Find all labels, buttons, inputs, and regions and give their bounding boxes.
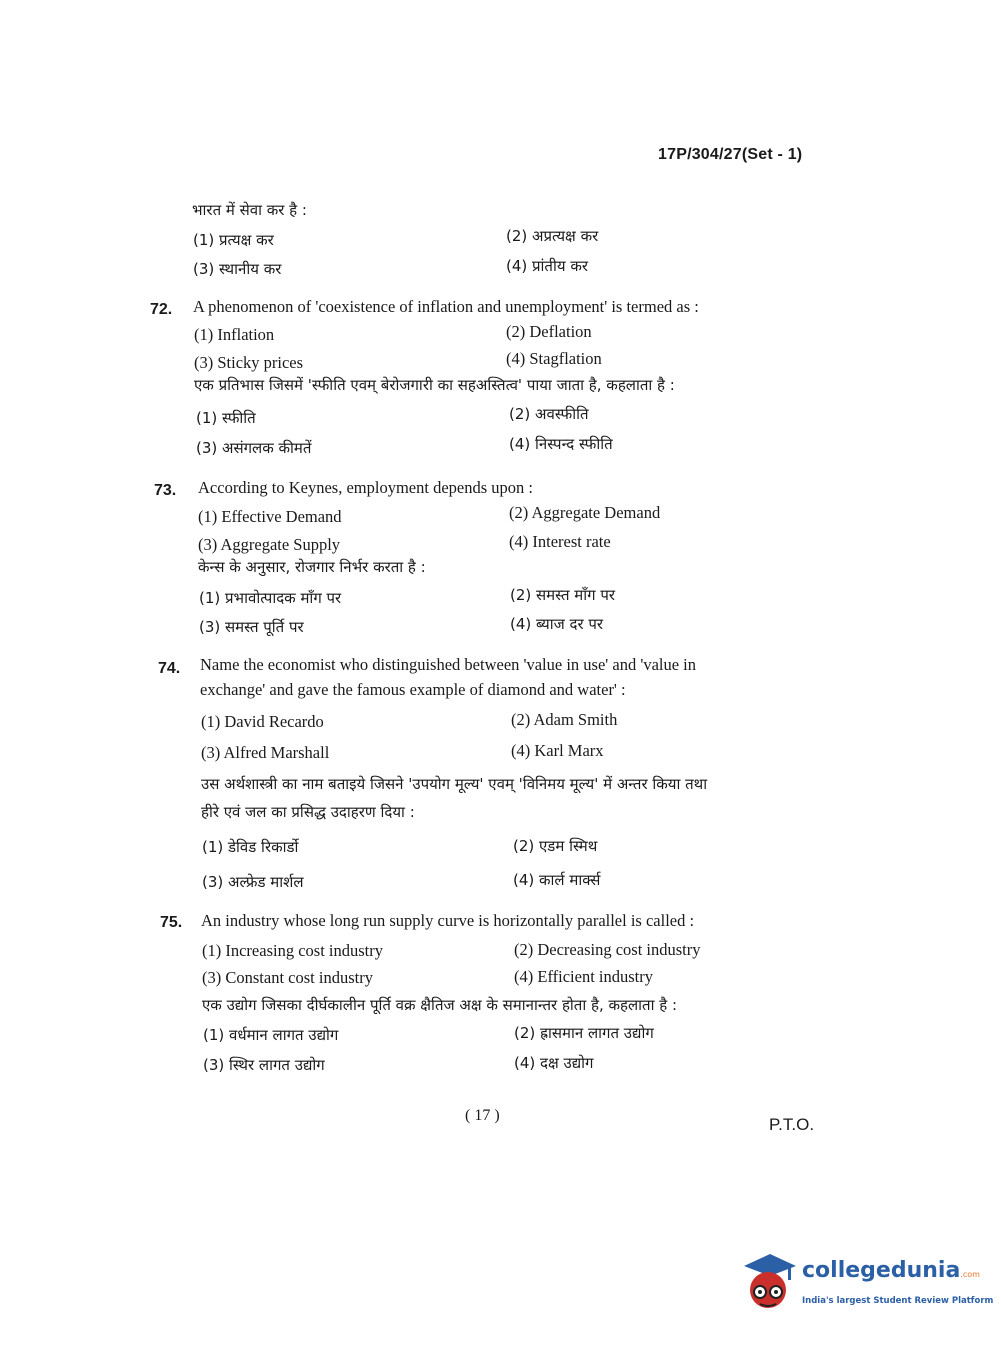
q75-hindi-option-4: (4) दक्ष उद्योग <box>514 1054 594 1072</box>
q71-hindi-text: भारत में सेवा कर है : <box>192 201 307 219</box>
q75-hindi-option-1: (1) वर्धमान लागत उद्योग <box>203 1026 339 1044</box>
logo-tagline: India's largest Student Review Platform <box>802 1296 994 1306</box>
q75-number: 75. <box>160 914 183 931</box>
q73-english-text: According to Keynes, employment depends upon : <box>198 478 533 497</box>
q74-hindi-option-3: (3) अल्फ्रेड मार्शल <box>202 873 304 891</box>
q74-english-option-3: (3) Alfred Marshall <box>201 743 330 762</box>
q71-hindi-option-4: (4) प्रांतीय कर <box>506 257 588 275</box>
q72-english-text: A phenomenon of 'coexistence of inflation and unemployment' is termed as : <box>193 297 699 316</box>
q71-hindi-option-1: (1) प्रत्यक्ष कर <box>193 231 274 249</box>
q75-english-option-3: (3) Constant cost industry <box>202 968 373 987</box>
q75-english-text: An industry whose long run supply curve is horizontally parallel is called : <box>201 911 695 930</box>
q72-english-option-4: (4) Stagflation <box>506 349 602 368</box>
q75-hindi-text: एक उद्योग जिसका दीर्घकालीन पूर्ति वक्र क्षैतिज अक्ष के समानान्तर होता है, कहलाता है : <box>202 996 678 1014</box>
page-number: ( 17 ) <box>465 1107 500 1124</box>
q73-number: 73. <box>154 482 177 499</box>
logo-brand-suffix: .com <box>960 1270 980 1279</box>
q74-hindi-option-1: (1) डेविड रिकार्डो <box>202 838 299 856</box>
q74-english-option-2: (2) Adam Smith <box>511 710 618 729</box>
q74-hindi-option-4: (4) कार्ल मार्क्स <box>513 871 601 889</box>
q73-english-option-4: (4) Interest rate <box>509 532 611 551</box>
q75-english-option-1: (1) Increasing cost industry <box>202 941 383 960</box>
q71-hindi-option-2: (2) अप्रत्यक्ष कर <box>506 227 599 245</box>
q73-hindi-option-1: (1) प्रभावोत्पादक माँग पर <box>199 589 342 607</box>
q74-hindi-text-line-2: हीरे एवं जल का प्रसिद्ध उदाहरण दिया : <box>201 803 415 821</box>
q75-english-option-4: (4) Efficient industry <box>514 967 653 986</box>
q74-number: 74. <box>158 660 181 677</box>
graduate-mascot-icon <box>740 1252 800 1314</box>
q74-english-text-line-1: Name the economist who distinguished between 'value in use' and 'value in <box>200 655 697 674</box>
collegedunia-logo <box>740 1252 994 1314</box>
q73-english-option-2: (2) Aggregate Demand <box>509 503 661 522</box>
pto-label: P.T.O. <box>769 1115 815 1134</box>
q72-hindi-option-2: (2) अवस्फीति <box>509 405 589 423</box>
q75-hindi-option-3: (3) स्थिर लागत उद्योग <box>203 1056 325 1074</box>
q72-english-option-1: (1) Inflation <box>194 325 275 344</box>
q72-number: 72. <box>150 301 173 318</box>
paper-code: 17P/304/27(Set - 1) <box>658 146 803 163</box>
q72-hindi-option-1: (1) स्फीति <box>196 409 256 427</box>
q73-hindi-text: केन्स के अनुसार, रोजगार निर्भर करता है : <box>198 558 426 576</box>
q75-english-option-2: (2) Decreasing cost industry <box>514 940 701 959</box>
q72-hindi-option-3: (3) असंगलक कीमतें <box>196 439 312 457</box>
logo-brand-text: collegedunia.com <box>802 1258 980 1283</box>
q73-english-option-1: (1) Effective Demand <box>198 507 342 526</box>
q73-hindi-option-3: (3) समस्त पूर्ति पर <box>199 618 304 636</box>
q74-english-text-line-2: exchange' and gave the famous example of diamond and water' : <box>200 680 626 699</box>
q74-hindi-option-2: (2) एडम स्मिथ <box>513 837 598 855</box>
q75-hindi-option-2: (2) ह्रासमान लागत उद्योग <box>514 1024 654 1042</box>
q74-hindi-text-line-1: उस अर्थशास्त्री का नाम बताइये जिसने 'उपयोग मूल्य' एवम् 'विनिमय मूल्य' में अन्तर किया तथा <box>201 775 708 793</box>
q72-hindi-option-4: (4) निस्पन्द स्फीति <box>509 435 613 453</box>
q74-english-option-1: (1) David Recardo <box>201 712 324 731</box>
q71-hindi-option-3: (3) स्थानीय कर <box>193 260 282 278</box>
q72-english-option-2: (2) Deflation <box>506 322 592 341</box>
q72-hindi-text: एक प्रतिभास जिसमें 'स्फीति एवम् बेरोजगारी का सहअस्तित्व' पाया जाता है, कहलाता है : <box>194 376 675 394</box>
q74-english-option-4: (4) Karl Marx <box>511 741 604 760</box>
q73-english-option-3: (3) Aggregate Supply <box>198 535 341 554</box>
q73-hindi-option-4: (4) ब्याज दर पर <box>510 615 604 633</box>
q73-hindi-option-2: (2) समस्त माँग पर <box>510 586 616 604</box>
q72-english-option-3: (3) Sticky prices <box>194 353 304 372</box>
